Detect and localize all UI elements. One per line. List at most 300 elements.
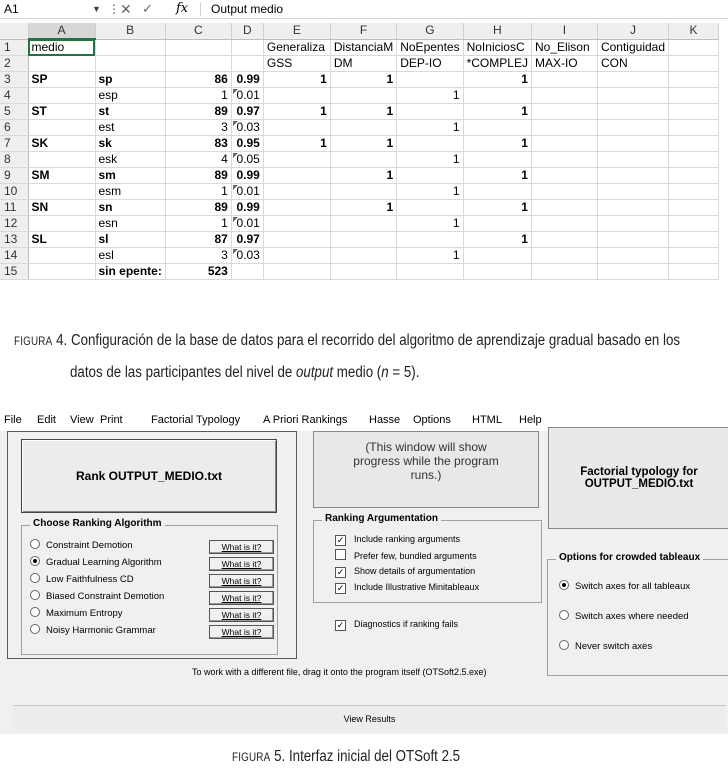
cell-a14[interactable] xyxy=(28,248,95,264)
cell-j12[interactable] xyxy=(597,216,668,232)
button-label: Factorial typology for OUTPUT_MEDIO.txt xyxy=(580,466,698,490)
cell-h6[interactable] xyxy=(463,120,531,136)
cell-h5[interactable]: 1 xyxy=(463,104,531,120)
cell-j11[interactable] xyxy=(597,200,668,216)
what-is-it-button[interactable]: What is it? xyxy=(209,608,274,622)
ranking-algorithm-group xyxy=(21,518,278,655)
cell-a1[interactable]: medio xyxy=(28,39,95,56)
cell-i3[interactable] xyxy=(531,72,597,88)
cell-c8[interactable]: 4 xyxy=(165,152,231,168)
checkbox-icon: ✓ xyxy=(336,583,345,593)
cell-g8[interactable]: 1 xyxy=(397,152,463,168)
algorithm-option[interactable] xyxy=(30,624,156,638)
figure-label: FIGURA xyxy=(14,336,53,348)
cell-f14[interactable] xyxy=(330,248,396,264)
cell-a10[interactable] xyxy=(28,184,95,200)
caption-text: Interfaz inicial del OTSoft 2.5 xyxy=(288,748,461,765)
row-header[interactable]: 9 xyxy=(0,168,28,184)
table-row xyxy=(0,264,719,280)
cell-c14[interactable]: 3 xyxy=(165,248,231,264)
what-is-it-button[interactable]: What is it? xyxy=(209,557,274,571)
cell-j4[interactable] xyxy=(597,88,668,104)
cell-a15[interactable] xyxy=(28,264,95,280)
cell-f2[interactable]: DM xyxy=(330,56,396,72)
cell-c4[interactable]: 1 xyxy=(165,88,231,104)
cell-j13[interactable] xyxy=(597,232,668,248)
cell-k9[interactable] xyxy=(669,168,719,184)
cell-a5[interactable]: ST xyxy=(28,104,95,120)
cell-a13[interactable]: SL xyxy=(28,232,95,248)
cell-c9[interactable]: 89 xyxy=(165,168,231,184)
name-box[interactable]: A1 xyxy=(4,2,19,16)
chevron-down-icon[interactable]: ▼ xyxy=(92,4,101,14)
radio-label: Gradual Learning Algorithm xyxy=(46,557,162,568)
spreadsheet-figure xyxy=(0,0,728,318)
cell-a4[interactable] xyxy=(28,88,95,104)
cell-k2[interactable] xyxy=(669,56,719,72)
column-header-j[interactable]: J xyxy=(597,23,668,39)
cell-a2[interactable] xyxy=(28,56,95,72)
cell-f9[interactable]: 1 xyxy=(330,168,396,184)
cell-c5[interactable]: 89 xyxy=(165,104,231,120)
more-options-icon[interactable]: ⋮ xyxy=(108,2,120,16)
what-is-it-button[interactable]: What is it? xyxy=(209,625,274,639)
what-is-it-button[interactable]: What is it? xyxy=(209,574,274,588)
cell-k6[interactable] xyxy=(669,120,719,136)
cell-i9[interactable] xyxy=(531,168,597,184)
menu-view[interactable]: View xyxy=(70,414,94,426)
crowded-option[interactable] xyxy=(559,610,689,624)
cell-e1[interactable]: Generaliza xyxy=(263,39,330,56)
radio-label: Noisy Harmonic Grammar xyxy=(46,625,156,636)
cell-g4[interactable]: 1 xyxy=(397,88,463,104)
checkbox-label: Prefer few, bundled arguments xyxy=(354,551,477,561)
cell-b15[interactable]: sin epente: xyxy=(95,264,165,280)
caption-variable: n xyxy=(381,364,389,381)
cell-i2[interactable]: MAX-IO xyxy=(531,56,597,72)
cell-j5[interactable] xyxy=(597,104,668,120)
cell-b7[interactable]: sk xyxy=(95,136,165,152)
formula-input[interactable]: Output medio xyxy=(211,2,284,16)
checkbox-icon: ✓ xyxy=(336,535,345,545)
cell-j8[interactable] xyxy=(597,152,668,168)
group-title: Choose Ranking Algorithm xyxy=(30,518,165,529)
table-row xyxy=(0,56,719,72)
progress-text: (This window will show progress while the program runs.) xyxy=(353,440,499,482)
checkbox-label: Diagnostics if ranking fails xyxy=(354,619,459,629)
radio-icon xyxy=(30,607,40,617)
radio-label: Constraint Demotion xyxy=(46,540,133,551)
cell-e15[interactable] xyxy=(263,264,330,280)
cell-h9[interactable]: 1 xyxy=(463,168,531,184)
menu-hasse[interactable]: Hasse xyxy=(369,414,401,426)
caption-text: Configuración de la base de datos para el recorrido del algoritmo de aprendizaje gradual basado en los xyxy=(70,332,681,349)
checkbox-label: Show details of argumentation xyxy=(354,566,476,576)
cell-h11[interactable]: 1 xyxy=(463,200,531,216)
what-is-it-button[interactable]: What is it? xyxy=(209,540,274,554)
cell-i5[interactable] xyxy=(531,104,597,120)
cell-i10[interactable] xyxy=(531,184,597,200)
cell-d15[interactable] xyxy=(231,264,263,280)
cell-k7[interactable] xyxy=(669,136,719,152)
cell-k4[interactable] xyxy=(669,88,719,104)
cell-k15[interactable] xyxy=(669,264,719,280)
cell-d3[interactable]: 0.99 xyxy=(231,72,263,88)
cell-g15[interactable] xyxy=(397,264,463,280)
cell-g10[interactable]: 1 xyxy=(397,184,463,200)
cell-d9[interactable]: 0.99 xyxy=(231,168,263,184)
radio-icon xyxy=(559,580,569,590)
table-row xyxy=(0,104,719,120)
cell-h12[interactable] xyxy=(463,216,531,232)
cell-f13[interactable] xyxy=(330,232,396,248)
cell-f8[interactable] xyxy=(330,152,396,168)
cell-b10[interactable]: esm xyxy=(95,184,165,200)
column-header-a[interactable]: A xyxy=(28,23,95,39)
cell-j7[interactable] xyxy=(597,136,668,152)
row-header[interactable]: 5 xyxy=(0,104,28,120)
cell-a8[interactable] xyxy=(28,152,95,168)
column-header-e[interactable]: E xyxy=(263,23,330,39)
cell-g12[interactable]: 1 xyxy=(397,216,463,232)
cell-f10[interactable] xyxy=(330,184,396,200)
caption-text: medio ( xyxy=(336,364,382,381)
cell-h7[interactable]: 1 xyxy=(463,136,531,152)
cell-i11[interactable] xyxy=(531,200,597,216)
cell-a11[interactable]: SN xyxy=(28,200,95,216)
table-row xyxy=(0,120,719,136)
cell-i8[interactable] xyxy=(531,152,597,168)
row-header[interactable]: 2 xyxy=(0,56,28,72)
cell-h15[interactable] xyxy=(463,264,531,280)
row-header[interactable]: 11 xyxy=(0,200,28,216)
cell-c12[interactable]: 1 xyxy=(165,216,231,232)
table-row xyxy=(0,232,719,248)
cell-a9[interactable]: SM xyxy=(28,168,95,184)
column-header-f[interactable]: F xyxy=(330,23,396,39)
cell-b14[interactable]: esl xyxy=(95,248,165,264)
cell-j3[interactable] xyxy=(597,72,668,88)
cell-d6[interactable]: 0.03 xyxy=(231,120,263,136)
cell-e4[interactable] xyxy=(263,88,330,104)
algorithm-option[interactable] xyxy=(30,590,164,604)
cell-d2[interactable] xyxy=(231,56,263,72)
cell-k14[interactable] xyxy=(669,248,719,264)
column-header-k[interactable]: K xyxy=(669,23,719,39)
cell-b3[interactable]: sp xyxy=(95,72,165,88)
cell-h2[interactable]: *COMPLEJ xyxy=(463,56,531,72)
checkbox-icon: ✓ xyxy=(336,567,345,577)
row-header[interactable]: 3 xyxy=(0,72,28,88)
cell-h3[interactable]: 1 xyxy=(463,72,531,88)
column-header-d[interactable]: D xyxy=(231,23,263,39)
cell-i4[interactable] xyxy=(531,88,597,104)
table-row xyxy=(0,152,719,168)
figure-label: FIGURA xyxy=(232,752,271,764)
drag-instruction: To work with a different file, drag it onto the program itself (OTSoft2.5.exe) xyxy=(192,667,487,677)
cell-d1[interactable] xyxy=(231,39,263,56)
cell-f15[interactable] xyxy=(330,264,396,280)
table-row xyxy=(0,39,719,56)
figure-5-caption xyxy=(232,748,460,766)
argumentation-option[interactable] xyxy=(335,533,460,545)
cell-e8[interactable] xyxy=(263,152,330,168)
row-header[interactable]: 4 xyxy=(0,88,28,104)
algorithm-option[interactable] xyxy=(30,556,162,570)
cell-g2[interactable]: DEP-IO xyxy=(397,56,463,72)
row-header[interactable]: 8 xyxy=(0,152,28,168)
cell-j10[interactable] xyxy=(597,184,668,200)
cell-b6[interactable]: est xyxy=(95,120,165,136)
cell-i15[interactable] xyxy=(531,264,597,280)
cell-g5[interactable] xyxy=(397,104,463,120)
cell-g1[interactable]: NoEpentes xyxy=(397,39,463,56)
checkbox-label: Include Illustrative Minitableaux xyxy=(354,582,480,592)
row-header[interactable]: 6 xyxy=(0,120,28,136)
cell-d14[interactable]: 0.03 xyxy=(231,248,263,264)
cell-k13[interactable] xyxy=(669,232,719,248)
argumentation-option[interactable] xyxy=(335,581,479,593)
cell-b11[interactable]: sn xyxy=(95,200,165,216)
cell-g13[interactable] xyxy=(397,232,463,248)
radio-icon xyxy=(30,590,40,600)
column-header-row xyxy=(0,23,719,39)
cell-a3[interactable]: SP xyxy=(28,72,95,88)
cell-e11[interactable] xyxy=(263,200,330,216)
radio-icon xyxy=(559,640,569,650)
cell-h8[interactable] xyxy=(463,152,531,168)
cell-k3[interactable] xyxy=(669,72,719,88)
row-header[interactable]: 15 xyxy=(0,264,28,280)
cell-d12[interactable]: 0.01 xyxy=(231,216,263,232)
cell-c3[interactable]: 86 xyxy=(165,72,231,88)
cell-b1[interactable] xyxy=(95,39,165,56)
algorithm-option[interactable] xyxy=(30,607,123,621)
cell-a6[interactable] xyxy=(28,120,95,136)
cell-e6[interactable] xyxy=(263,120,330,136)
view-results-button[interactable]: View Results xyxy=(13,705,726,732)
radio-label: Maximum Entropy xyxy=(46,608,123,619)
grid-body xyxy=(0,39,719,280)
argumentation-option[interactable] xyxy=(335,565,475,577)
cell-f7[interactable]: 1 xyxy=(330,136,396,152)
cell-e9[interactable] xyxy=(263,168,330,184)
argumentation-option[interactable] xyxy=(335,549,477,561)
crowded-option[interactable] xyxy=(559,580,690,594)
table-row xyxy=(0,248,719,264)
caption-text: = 5). xyxy=(388,364,420,381)
table-row xyxy=(0,184,719,200)
cell-g11[interactable] xyxy=(397,200,463,216)
table-row xyxy=(0,168,719,184)
cell-f3[interactable]: 1 xyxy=(330,72,396,88)
radio-label: Low Faithfulness CD xyxy=(46,574,134,585)
cell-f12[interactable] xyxy=(330,216,396,232)
cell-d4[interactable]: 0.01 xyxy=(231,88,263,104)
row-header[interactable]: 14 xyxy=(0,248,28,264)
column-header-c[interactable]: C xyxy=(165,23,231,39)
cell-e5[interactable]: 1 xyxy=(263,104,330,120)
figure-4-caption-line1 xyxy=(14,332,680,350)
cell-i1[interactable]: No_Elison xyxy=(531,39,597,56)
crowded-tableaux-group xyxy=(547,552,728,676)
cell-d8[interactable]: 0.05 xyxy=(231,152,263,168)
cell-g14[interactable]: 1 xyxy=(397,248,463,264)
cell-f4[interactable] xyxy=(330,88,396,104)
cell-f1[interactable]: DistanciaM xyxy=(330,39,396,56)
cell-b9[interactable]: sm xyxy=(95,168,165,184)
cell-a7[interactable]: SK xyxy=(28,136,95,152)
cell-i12[interactable] xyxy=(531,216,597,232)
group-title: Options for crowded tableaux xyxy=(556,552,703,563)
column-header-b[interactable]: B xyxy=(95,23,165,39)
cell-f6[interactable] xyxy=(330,120,396,136)
row-header[interactable]: 12 xyxy=(0,216,28,232)
cell-b5[interactable]: st xyxy=(95,104,165,120)
radio-label: Switch axes for all tableaux xyxy=(575,581,691,592)
cell-g6[interactable]: 1 xyxy=(397,120,463,136)
diagnostics-checkbox[interactable] xyxy=(335,619,458,631)
menu-help[interactable]: Help xyxy=(519,414,542,426)
cell-i7[interactable] xyxy=(531,136,597,152)
cell-f11[interactable]: 1 xyxy=(330,200,396,216)
cell-g9[interactable] xyxy=(397,168,463,184)
cell-f5[interactable]: 1 xyxy=(330,104,396,120)
cell-i14[interactable] xyxy=(531,248,597,264)
group-title: Ranking Argumentation xyxy=(322,513,441,524)
column-header-h[interactable]: H xyxy=(463,23,531,39)
cell-h4[interactable] xyxy=(463,88,531,104)
cell-d10[interactable]: 0.01 xyxy=(231,184,263,200)
cell-h10[interactable] xyxy=(463,184,531,200)
cell-c10[interactable]: 1 xyxy=(165,184,231,200)
crowded-option[interactable] xyxy=(559,640,652,654)
cell-k1[interactable] xyxy=(669,39,719,56)
cell-i6[interactable] xyxy=(531,120,597,136)
confirm-icon[interactable]: ✓ xyxy=(142,1,153,16)
cancel-icon[interactable]: ✕ xyxy=(120,1,132,17)
row-header[interactable]: 13 xyxy=(0,232,28,248)
cell-c6[interactable]: 3 xyxy=(165,120,231,136)
row-header[interactable]: 10 xyxy=(0,184,28,200)
table-row xyxy=(0,88,719,104)
caption-text: datos de las participantes del nivel de xyxy=(70,364,293,381)
cell-e7[interactable]: 1 xyxy=(263,136,330,152)
rank-panel xyxy=(7,431,297,659)
cell-c15[interactable]: 523 xyxy=(165,264,231,280)
cell-k10[interactable] xyxy=(669,184,719,200)
cell-j9[interactable] xyxy=(597,168,668,184)
cell-k12[interactable] xyxy=(669,216,719,232)
cell-e3[interactable]: 1 xyxy=(263,72,330,88)
cell-d7[interactable]: 0.95 xyxy=(231,136,263,152)
algorithm-option[interactable] xyxy=(30,573,134,587)
ranking-argumentation-group xyxy=(313,513,542,603)
cell-c13[interactable]: 87 xyxy=(165,232,231,248)
column-header-i[interactable]: I xyxy=(531,23,597,39)
cell-e2[interactable]: GSS xyxy=(263,56,330,72)
cell-d11[interactable]: 0.99 xyxy=(231,200,263,216)
checkbox-icon: ✓ xyxy=(336,620,345,630)
progress-window xyxy=(313,431,539,508)
insert-function-icon[interactable]: fx xyxy=(176,1,189,16)
cell-k8[interactable] xyxy=(669,152,719,168)
radio-icon xyxy=(30,573,40,583)
cell-j1[interactable]: Contiguidad xyxy=(597,39,668,56)
menu-factorial-typology[interactable]: Factorial Typology xyxy=(151,414,241,426)
cell-e12[interactable] xyxy=(263,216,330,232)
cell-b2[interactable] xyxy=(95,56,165,72)
cell-b13[interactable]: sl xyxy=(95,232,165,248)
cell-b4[interactable]: esp xyxy=(95,88,165,104)
select-all-corner[interactable] xyxy=(0,23,28,39)
figure-number: 5. xyxy=(274,748,286,765)
cell-j15[interactable] xyxy=(597,264,668,280)
row-header[interactable]: 7 xyxy=(0,136,28,152)
cell-c11[interactable]: 89 xyxy=(165,200,231,216)
cell-h13[interactable]: 1 xyxy=(463,232,531,248)
cell-b8[interactable]: esk xyxy=(95,152,165,168)
cell-c7[interactable]: 83 xyxy=(165,136,231,152)
cell-e14[interactable] xyxy=(263,248,330,264)
menu-file[interactable]: File xyxy=(4,414,22,426)
row-header[interactable]: 1 xyxy=(0,39,28,56)
menu-print[interactable]: Print xyxy=(100,414,123,426)
cell-c2[interactable] xyxy=(165,56,231,72)
cell-e10[interactable] xyxy=(263,184,330,200)
radio-label: Never switch axes xyxy=(575,641,653,652)
cell-h1[interactable]: NoIniciosC xyxy=(463,39,531,56)
cell-h14[interactable] xyxy=(463,248,531,264)
cell-b12[interactable]: esn xyxy=(95,216,165,232)
cell-i13[interactable] xyxy=(531,232,597,248)
cell-j2[interactable]: CON xyxy=(597,56,668,72)
cell-c1[interactable] xyxy=(165,39,231,56)
checkbox-label: Include ranking arguments xyxy=(354,534,461,544)
factorial-typology-button[interactable] xyxy=(548,427,728,529)
cell-j14[interactable] xyxy=(597,248,668,264)
radio-icon xyxy=(30,556,40,566)
algorithm-option[interactable] xyxy=(30,539,133,553)
table-row xyxy=(0,216,719,232)
cell-j6[interactable] xyxy=(597,120,668,136)
rank-button[interactable]: Rank OUTPUT_MEDIO.txt xyxy=(21,439,277,513)
caption-emphasis: output xyxy=(296,364,334,381)
menu-edit[interactable]: Edit xyxy=(37,414,56,426)
radio-label: Biased Constraint Demotion xyxy=(46,591,165,602)
cell-e13[interactable] xyxy=(263,232,330,248)
cell-k11[interactable] xyxy=(669,200,719,216)
cell-a12[interactable] xyxy=(28,216,95,232)
cell-d5[interactable]: 0.97 xyxy=(231,104,263,120)
radio-label: Switch axes where needed xyxy=(575,611,689,622)
what-is-it-button[interactable]: What is it? xyxy=(209,591,274,605)
figure-number: 4. xyxy=(56,332,68,349)
table-row xyxy=(0,72,719,88)
cell-k5[interactable] xyxy=(669,104,719,120)
cell-g3[interactable] xyxy=(397,72,463,88)
radio-icon xyxy=(30,624,40,634)
figure-4-caption-line2 xyxy=(70,364,419,382)
cell-g7[interactable] xyxy=(397,136,463,152)
menu-html[interactable]: HTML xyxy=(472,414,502,426)
formula-divider xyxy=(200,2,201,16)
formula-bar xyxy=(0,0,728,19)
menu-options[interactable]: Options xyxy=(413,414,451,426)
column-header-g[interactable]: G xyxy=(397,23,463,39)
menu-a-priori-rankings[interactable]: A Priori Rankings xyxy=(263,414,348,426)
cell-d13[interactable]: 0.97 xyxy=(231,232,263,248)
